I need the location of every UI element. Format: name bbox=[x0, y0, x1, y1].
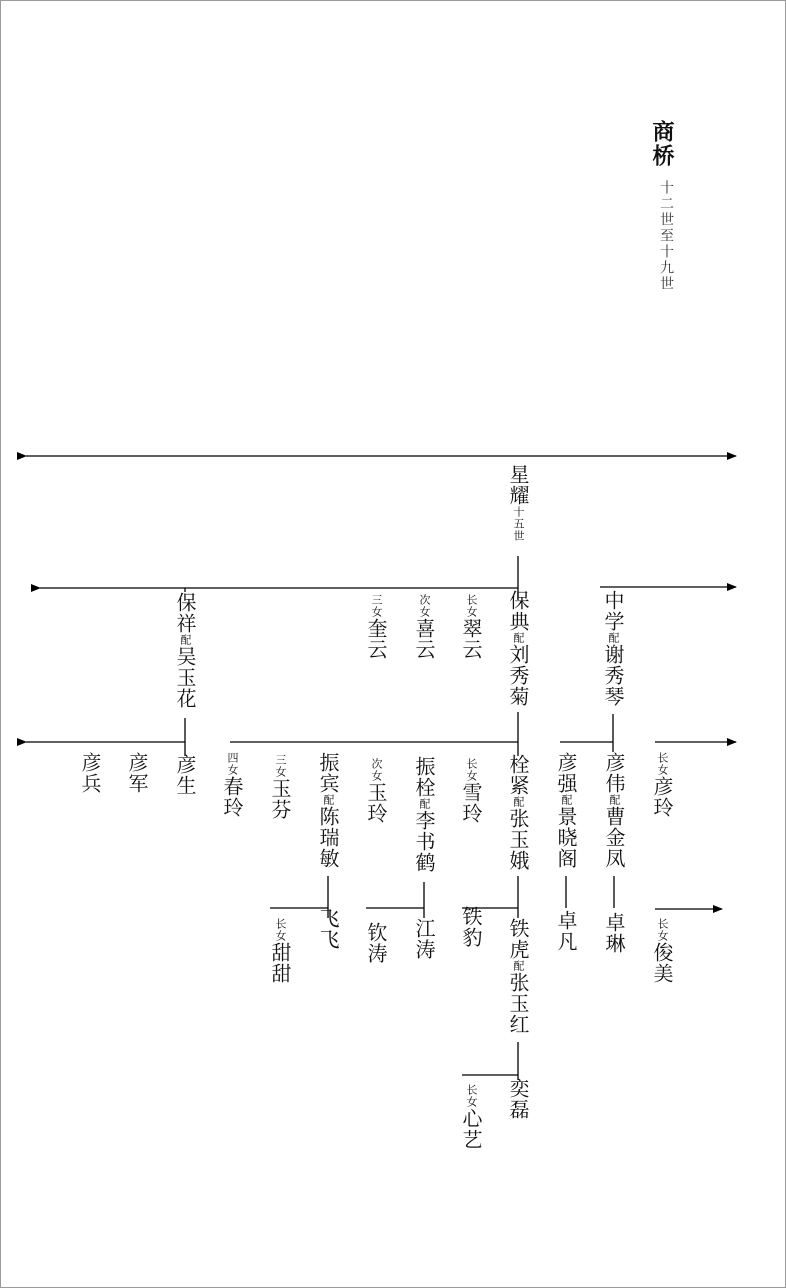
person-shuanjin bbox=[506, 754, 530, 871]
spouse-marker: 配 bbox=[607, 632, 620, 644]
spouse-name: 张玉红 bbox=[506, 972, 530, 1035]
person-kuiyun bbox=[364, 594, 388, 660]
person-name: 俊美 bbox=[650, 942, 674, 984]
person-yufen bbox=[268, 754, 292, 820]
rank-label: 三女 bbox=[274, 754, 287, 778]
person-name: 保典 bbox=[506, 590, 530, 632]
person-tiehu bbox=[506, 918, 530, 1035]
person-xiyun bbox=[412, 594, 436, 660]
spouse-name: 谢秀琴 bbox=[601, 644, 625, 707]
spouse-name: 陈瑞敏 bbox=[316, 806, 340, 869]
person-name: 彦伟 bbox=[602, 752, 626, 794]
spouse-marker: 配 bbox=[322, 794, 335, 806]
person-zhuolin: 卓琳 bbox=[602, 912, 626, 954]
person-baodian bbox=[506, 590, 530, 707]
person-chunling bbox=[220, 752, 244, 818]
rank-label: 长女 bbox=[465, 594, 478, 618]
rank-label: 长女 bbox=[274, 918, 287, 942]
person-baoxiang bbox=[173, 592, 197, 709]
rank-label: 长女 bbox=[656, 752, 669, 776]
rank-label: 长女 bbox=[656, 918, 669, 942]
person-yuling bbox=[364, 758, 388, 824]
person-yansheng: 彦生 bbox=[173, 754, 197, 796]
spouse-name: 吴玉花 bbox=[173, 646, 197, 709]
person-name: 彦强 bbox=[554, 752, 578, 794]
person-name: 翠云 bbox=[459, 618, 483, 660]
person-name: 中学 bbox=[601, 590, 625, 632]
person-yanbing: 彦兵 bbox=[78, 752, 102, 794]
person-yanling bbox=[650, 752, 674, 818]
person-name: 振宾 bbox=[316, 752, 340, 794]
person-tiantian bbox=[268, 918, 292, 984]
rank-label: 三女 bbox=[370, 594, 383, 618]
person-yanwei bbox=[602, 752, 626, 869]
spouse-name: 张玉娥 bbox=[506, 808, 530, 871]
rank-label: 长女 bbox=[465, 758, 478, 782]
person-name: 振栓 bbox=[412, 756, 436, 798]
person-xueling bbox=[459, 758, 483, 824]
person-xinyi bbox=[459, 1084, 483, 1150]
person-junmei bbox=[650, 918, 674, 984]
page-subtitle: 十二世至十九世 bbox=[658, 180, 674, 292]
spouse-marker: 配 bbox=[512, 632, 525, 644]
spouse-name: 李书鹤 bbox=[412, 810, 436, 873]
person-qintao: 钦涛 bbox=[364, 922, 388, 964]
person-name: 栓紧 bbox=[506, 754, 530, 796]
spouse-name: 曹金凤 bbox=[602, 806, 626, 869]
person-name: 甜甜 bbox=[268, 942, 292, 984]
person-name: 玉芬 bbox=[268, 778, 292, 820]
person-name: 喜云 bbox=[412, 618, 436, 660]
page-title: 商桥 bbox=[649, 120, 675, 168]
person-name: 玉玲 bbox=[364, 782, 388, 824]
spouse-name: 刘秀菊 bbox=[506, 644, 530, 707]
person-name: 奎云 bbox=[364, 618, 388, 660]
spouse-marker: 配 bbox=[512, 796, 525, 808]
person-xingyao bbox=[506, 464, 530, 542]
spouse-marker: 配 bbox=[512, 960, 525, 972]
person-name: 心艺 bbox=[459, 1108, 483, 1150]
person-yanqiang bbox=[554, 752, 578, 869]
person-yanjun: 彦军 bbox=[125, 752, 149, 794]
person-zhongxue bbox=[601, 590, 625, 707]
rank-label: 长女 bbox=[465, 1084, 478, 1108]
person-name: 星耀 bbox=[506, 464, 530, 506]
generation-label: 十五世 bbox=[512, 506, 525, 542]
spouse-marker: 配 bbox=[608, 794, 621, 806]
spouse-marker: 配 bbox=[179, 634, 192, 646]
person-name: 彦玲 bbox=[650, 776, 674, 818]
person-name: 铁虎 bbox=[506, 918, 530, 960]
person-tiebao: 铁豹 bbox=[459, 906, 483, 948]
person-zhuofan: 卓凡 bbox=[554, 910, 578, 952]
person-yilei: 奕磊 bbox=[506, 1078, 530, 1120]
rank-label: 四女 bbox=[226, 752, 239, 776]
person-zhenshuan bbox=[412, 756, 436, 873]
spouse-name: 景晓阁 bbox=[554, 806, 578, 869]
person-cuiyun bbox=[459, 594, 483, 660]
person-name: 雪玲 bbox=[459, 782, 483, 824]
person-feifei: 飞飞 bbox=[316, 908, 340, 950]
rank-label: 次女 bbox=[370, 758, 383, 782]
person-name: 春玲 bbox=[220, 776, 244, 818]
spouse-marker: 配 bbox=[560, 794, 573, 806]
person-zhenbin bbox=[316, 752, 340, 869]
rank-label: 次女 bbox=[418, 594, 431, 618]
person-jiangtao: 江涛 bbox=[412, 918, 436, 960]
person-name: 保祥 bbox=[173, 592, 197, 634]
spouse-marker: 配 bbox=[418, 798, 431, 810]
